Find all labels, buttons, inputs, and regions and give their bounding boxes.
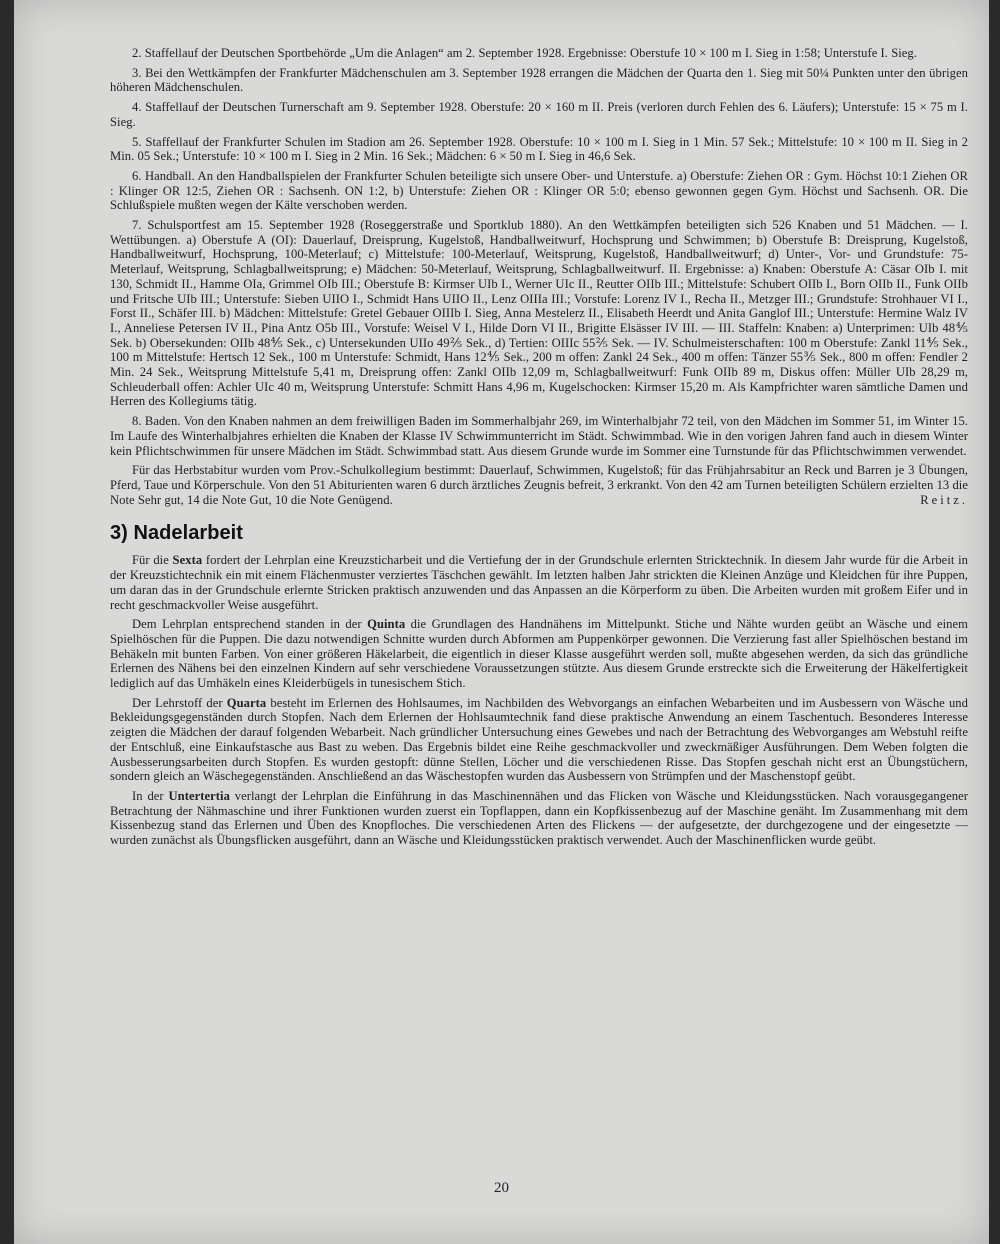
list-item: 7. Schulsportfest am 15. September 1928 (Roseggerstraße und Sportklub 1880). An den Wettkämpfen beteiligten sich 526 Knaben und 51 Mädchen. — I. Wettübungen. a) Oberstufe A (OI): Dauerlauf, Dreisprung, Kugelstoß, Handballweitwurf, Hochsprung und Schwimmen; b) Oberstufe B: Dreisprung, Kugelstoß, Handballweitwurf, Hochsprung, 100-Meterlauf; c) Mittelstufe: 100-Meterlauf, Weitsprung, Kugelstoß, Handballweitwurf; d) Unter-, Vor- und Grundstufe: 75-Meterlauf, Weitsprung, Schlagballweitsprung; e) Mädchen: 50-Meterlauf, Weitsprung, Schlagballweitwurf. II. Ergebnisse: a) Knaben: Oberstufe A: Cäsar OIb I. mit 130, Schmidt II., Hamme OIa, Grimmel OIb III.; Oberstufe B: Kirmser UIb I., Werner UIc II., Reutter OIIb III.; Mittelstufe: Schubert OIIb I., Born OIIb II., Funk OIIb und Fritsche UIb III.; Unterstufe: Sieben UIIO I., Schmidt Hans UIIO II., Lenz OIIIa III.; Vorstufe: Lorenz IV I., Recha II., Metzger III.; Grundstufe: Strohhauer VI I., Forst II., Schäfer III. b) Mädchen: Mittelstufe: Gretel Gebauer OIIIb I. Sieg, Anna Mestelerz II., Elisabeth Heerdt und Anita Ganglof III.; Unterstufe: Hermine Walz IV I., Anneliese Petersen IV II., Pina Antz O5b III., Vorstufe: Weisel V I., Hilde Dorn VI II., Brigitte Elsässer IV III. — III. Staffeln: Knaben: a) Unterprimen: UIb 48⅘ Sek. b) Obersekunden: OIIb 48⅘ Sek., c) Untersekunden UIIo 49⅖ Sek., d) Tertien: OIIIc 55⅖ Sek. — IV. Schulmeisterschaften: 100 m Oberstufe: Zankl 11⅘ Sek., 100 m Mittelstufe: Hertsch 12 Sek., 100 m Unterstufe: Schmidt, Hans 12⅘ Sek., 200 m offen: Zankl 24 Sek., 400 m offen: Tänzer 55⅗ Sek., 800 m offen: Fendler 2 Min. 24 Sek., Weitsprung Mittelstufe 5,41 m, Dreisprung offen: Zankl OIIb 12,09 m, Schlagballweitwurf: Funk OIIb 89 m, Diskus offen: Müller UIb 28,29 m, Schleuderball offen: Achler UIc 40 m, Weitsprung Unterstufe: Schmitt Hans 4,96 m, Kugelschocken: Kirmser 15,20 m. Als Kampfrichter waren sämtliche Damen und Herren des Kollegiums tätig. (110, 218, 968, 409)
list-item: 4. Staffellauf der Deutschen Turnerschaft am 9. September 1928. Oberstufe: 20 × 160 m II. Preis (verloren durch Fehlen des 6. Läufers); Unterstufe: 15 × 75 m I. Sieg. (110, 100, 968, 129)
section-body (110, 553, 968, 847)
paragraph-text: Für die (132, 553, 173, 568)
paragraph-text: fordert der Lehrplan eine Kreuzsticharbeit und die Vertiefung der in der Grundschule erlernten Stricktechnik. In diesem Jahr wurde für die Arbeit in der Kreuzstichtechnik ein mit einem Flächenmuster verziertes Täschchen gewählt. Im letzten halben Jahr strickten die Kleinen Anzüge und Kleidchen für ihre Puppen, um daran das in der Grundschule erlernte Stricken praktisch anzuwenden und das Anpassen an die Körperform zu üben. Die Arbeiten wurden mit großem Eifer und in recht geschmackvoller Weise ausgeführt. (110, 553, 968, 612)
page-content (110, 46, 968, 853)
page-number: 20 (494, 1180, 509, 1196)
document-page (14, 0, 989, 1244)
paragraph-text: besteht im Erlernen des Hohlsaumes, im Nachbilden des Webvorgangs an einfachen Webarbeiten und im Ausbessern von Wäsche und Bekleidungsgegenständen durch Stopfen. Nach dem Erlernen der Hohlsaumtechnik fand diese praktische Anwendung an einem Taschentuch. Besonderes Interesse zeigten die Mädchen der darauf folgenden Webarbeit. Nach gründlicher Untersuchung eines Gewebes und nach der Betrachtung des Webvorganges am Webstuhl reifte der Entschluß, eine Einkaufstasche aus Bast zu weben. Das Ergebnis bildet eine Reihe geschmackvoller und zweckmäßiger Ausführungen. Dem Weben folgten die Ausbesserungsarbeiten durch Stopfen. Es wurden gestopft: dünne Stellen, Löcher und die verschiedenen Risse. Das Stopfen geschah nicht erst an Übungstüchern, sondern gleich an Wäschegegenständen. Anschließend an das Wäschestopfen wurden das Ausbessern von Strümpfen und der Maschenstopf geübt. (110, 695, 968, 784)
abitur-text: Für das Herbstabitur wurden vom Prov.-Schulkollegium bestimmt: Dauerlauf, Schwimmen, Kugelstoß; für das Frühjahrsabitur an Reck und Barren je 3 Übungen, Pferd, Taue und Körperschule. Von den 51 Abiturienten waren 6 durch ärztliches Zeugnis befreit, 3 erkrankt. Von den 42 am Turnen beteiligten Schülern erzielten 13 die Note Sehr gut, 14 die Note Gut, 10 die Note Genügend. (110, 463, 968, 507)
class-keyword: Quinta (367, 617, 406, 632)
paragraph (110, 696, 968, 784)
class-keyword: Quarta (226, 695, 267, 710)
paragraph (110, 789, 968, 848)
paragraph-text: In der (132, 788, 169, 803)
section-heading: 3) Nadelarbeit (110, 522, 243, 545)
paragraph-text: die Grundlagen des Handnähens im Mittelpunkt. Stiche und Nähte wurden geübt an Wäsche und einem Spielhöschen für die Puppen. Die dazu notwendigen Schnitte wurden durch Abformen am Puppenkörper gewonnen. Die Verzierung fast aller Spielhöschen bestand im Behäkeln mit bunten Farben. Von einer größeren Häkelarbeit, die eigentlich in dieser Klasse ausgeführt werden soll, mußte abgesehen werden, da sich das gründliche Erlernen des Nähens bei den einzelnen Kindern auf sehr verschiedene Voraussetzungen stützte. Aus diesem Grunde erstreckte sich die Erweiterung der Häkelfertigkeit lediglich auf das Umhäkeln eines Kleiderbügels in tunesischem Stich. (110, 617, 968, 691)
paragraph-text: verlangt der Lehrplan die Einführung in das Maschinennähen und das Flicken von Wäsche und Kleidungsstücken. Nach vorausgegangener Betrachtung der Nähmaschine und ihrer Funktionen wurden zuerst ein Topflappen, dann ein Kopfkissenbezug auf der Maschine genäht. Im Zusammenhang mit dem Kissenbezug stand das Erlernen und Üben des Knopfloches. Die verschiedenen Arten des Flickens — der aufgesetzte, der durchgezogene und der eingesetzte — wurden zunächst als Übungsflicken ausgeführt, dann an Wäsche und Kleidungsstücken praktisch verwendet. Auch der Maschinenflicken wurde geübt. (110, 788, 968, 848)
paragraph-text: Der Lehrstoff der (132, 695, 227, 710)
list-item: 3. Bei den Wettkämpfen der Frankfurter Mädchenschulen am 3. September 1928 errangen die Mädchen der Quarta den 1. Sieg mit 50¼ Punkten unter den übrigen höheren Mädchenschulen. (110, 65, 968, 95)
signature: Reitz. (920, 492, 968, 507)
class-keyword: Sexta (172, 553, 203, 568)
list-item: 8. Baden. Von den Knaben nahmen an dem freiwilligen Baden im Sommerhalbjahr 269, im Winterhalbjahr 72 teil, von den Mädchen im Sommer 51, im Winter 15. Im Laufe des Winterhalbjahres erhielten die Knaben der Klasse IV Schwimmunterricht im Städt. Schwimmbad. Wie in den vorigen Jahren fand auch in diesem Winter kein Pflichtschwimmen für unsere Mädchen im Städt. Schwimmbad statt. Aus diesem Grunde wurde im Sommer eine Turnstunde für das Pflichtschwimmen verwendet. (110, 414, 968, 458)
class-keyword: Untertertia (168, 788, 230, 803)
list-item: 6. Handball. An den Handballspielen der Frankfurter Schulen beteiligte sich unsere Ober- und Unterstufe. a) Oberstufe: Ziehen OR : Gym. Höchst 10:1 Ziehen OR : Klinger OR 12:5, Ziehen OR : Sachsenh. ON 1:2, b) Unterstufe: Ziehen OR : Klinger OR 5:0; ebenso gewonnen gegen Gym. Höchst und Sachsenh. OR. Die Schlußspiele mußten wegen der Kälte verschoben werden. (110, 168, 968, 213)
paragraph (110, 553, 968, 612)
paragraph-text: Dem Lehrplan entsprechend standen in der (132, 617, 368, 632)
abitur-paragraph (110, 463, 968, 507)
paragraph (110, 617, 968, 691)
list-item: 5. Staffellauf der Frankfurter Schulen im Stadion am 26. September 1928. Oberstufe: 10 × 100 m I. Sieg in 1 Min. 57 Sek.; Mittelstufe: 10 × 100 m II. Sieg in 2 Min. 05 Sek.; Unterstufe: 10 × 100 m I. Sieg in 2 Min. 16 Sek.; Mädchen: 6 × 50 m I. Sieg in 46,6 Sek. (110, 134, 968, 164)
list-item: 2. Staffellauf der Deutschen Sportbehörde „Um die Anlagen“ am 2. September 1928. Ergebnisse: Oberstufe 10 × 100 m I. Sieg in 1:58; Unterstufe I. Sieg. (132, 46, 917, 60)
